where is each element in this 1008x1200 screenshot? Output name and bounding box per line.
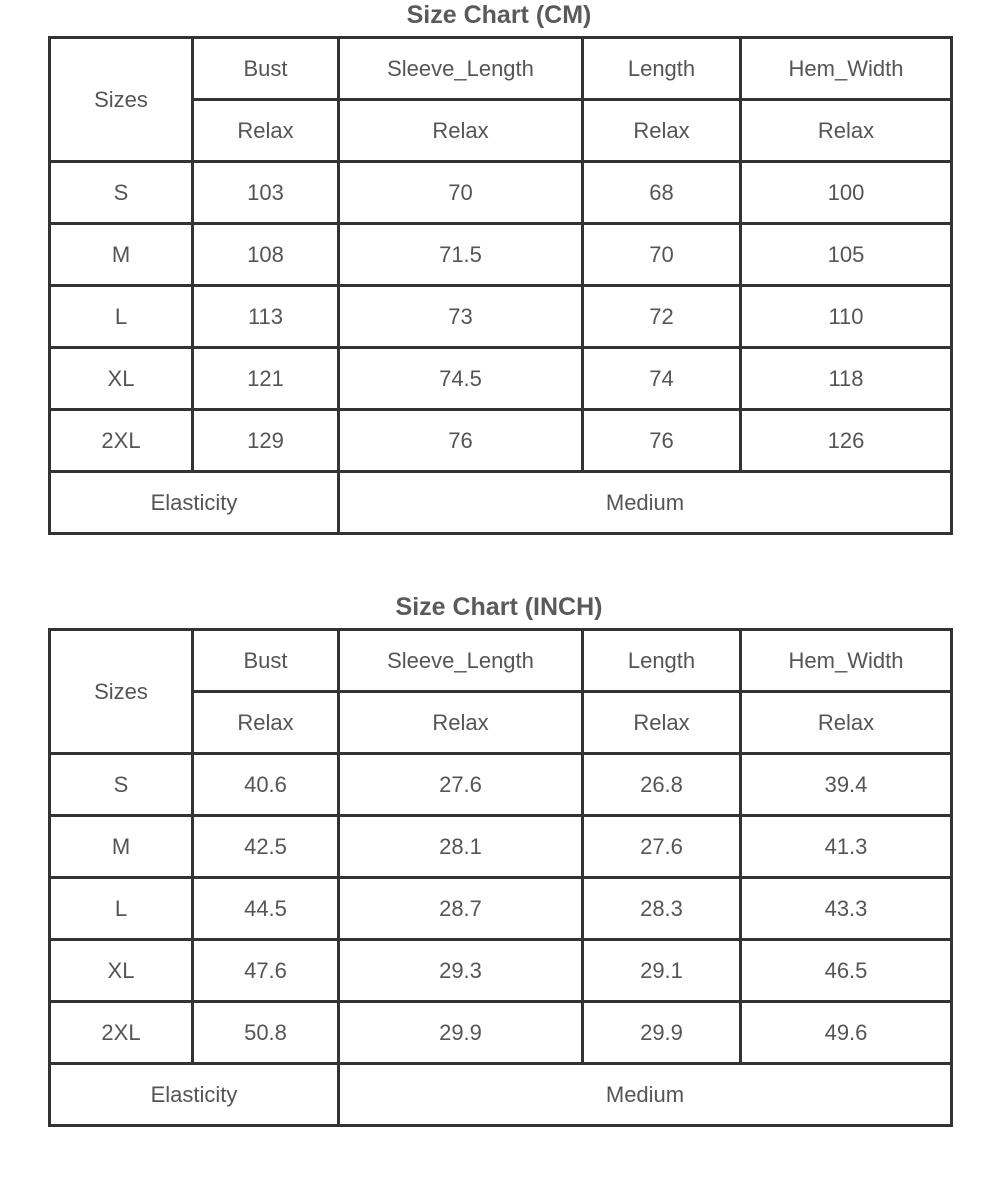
size-cell: L — [50, 286, 193, 348]
elasticity-value: Medium — [339, 1064, 952, 1126]
value-cell: 110 — [741, 286, 952, 348]
size-cell: XL — [50, 940, 193, 1002]
elasticity-value: Medium — [339, 472, 952, 534]
table-row — [50, 162, 952, 224]
subheader-cell: Relax — [339, 100, 583, 162]
column-header-sleeve-length: Sleeve_Length — [339, 38, 583, 100]
value-cell: 126 — [741, 410, 952, 472]
size-chart-inch — [48, 592, 950, 1127]
size-cell: XL — [50, 348, 193, 410]
elasticity-row — [50, 472, 952, 534]
size-table — [48, 36, 953, 535]
value-cell: 40.6 — [193, 754, 339, 816]
subheader-cell: Relax — [339, 692, 583, 754]
value-cell: 105 — [741, 224, 952, 286]
size-chart-cm — [48, 0, 950, 535]
value-cell: 28.3 — [583, 878, 741, 940]
subheader-cell: Relax — [741, 100, 952, 162]
size-cell: 2XL — [50, 1002, 193, 1064]
table-row — [50, 348, 952, 410]
subheader-cell: Relax — [741, 692, 952, 754]
column-header-sleeve-length: Sleeve_Length — [339, 630, 583, 692]
column-header-hem-width: Hem_Width — [741, 630, 952, 692]
value-cell: 39.4 — [741, 754, 952, 816]
elasticity-label: Elasticity — [50, 472, 339, 534]
size-cell: M — [50, 816, 193, 878]
table-row — [50, 816, 952, 878]
subheader-cell: Relax — [583, 692, 741, 754]
value-cell: 71.5 — [339, 224, 583, 286]
subheader-cell: Relax — [583, 100, 741, 162]
column-header-bust: Bust — [193, 38, 339, 100]
value-cell: 46.5 — [741, 940, 952, 1002]
table-row — [50, 410, 952, 472]
value-cell: 43.3 — [741, 878, 952, 940]
value-cell: 29.1 — [583, 940, 741, 1002]
value-cell: 73 — [339, 286, 583, 348]
value-cell: 49.6 — [741, 1002, 952, 1064]
header-row — [50, 630, 952, 692]
value-cell: 70 — [339, 162, 583, 224]
sizes-header: Sizes — [50, 630, 193, 754]
chart-title: Size Chart (CM) — [406, 1, 592, 29]
value-cell: 26.8 — [583, 754, 741, 816]
value-cell: 76 — [339, 410, 583, 472]
value-cell: 27.6 — [339, 754, 583, 816]
value-cell: 108 — [193, 224, 339, 286]
value-cell: 72 — [583, 286, 741, 348]
value-cell: 118 — [741, 348, 952, 410]
value-cell: 113 — [193, 286, 339, 348]
subheader-cell: Relax — [193, 100, 339, 162]
value-cell: 44.5 — [193, 878, 339, 940]
size-cell: S — [50, 162, 193, 224]
table-row — [50, 1002, 952, 1064]
column-header-bust: Bust — [193, 630, 339, 692]
table-row — [50, 224, 952, 286]
value-cell: 42.5 — [193, 816, 339, 878]
value-cell: 27.6 — [583, 816, 741, 878]
value-cell: 41.3 — [741, 816, 952, 878]
size-cell: 2XL — [50, 410, 193, 472]
value-cell: 50.8 — [193, 1002, 339, 1064]
value-cell: 100 — [741, 162, 952, 224]
value-cell: 121 — [193, 348, 339, 410]
value-cell: 103 — [193, 162, 339, 224]
value-cell: 129 — [193, 410, 339, 472]
value-cell: 29.9 — [583, 1002, 741, 1064]
value-cell: 68 — [583, 162, 741, 224]
value-cell: 29.3 — [339, 940, 583, 1002]
value-cell: 28.7 — [339, 878, 583, 940]
size-cell: M — [50, 224, 193, 286]
size-table — [48, 628, 953, 1127]
value-cell: 74.5 — [339, 348, 583, 410]
value-cell: 70 — [583, 224, 741, 286]
value-cell: 74 — [583, 348, 741, 410]
chart-title: Size Chart (INCH) — [395, 593, 603, 621]
elasticity-row — [50, 1064, 952, 1126]
subheader-cell: Relax — [193, 692, 339, 754]
header-row — [50, 38, 952, 100]
table-row — [50, 940, 952, 1002]
table-row — [50, 754, 952, 816]
value-cell: 29.9 — [339, 1002, 583, 1064]
table-row — [50, 286, 952, 348]
size-cell: S — [50, 754, 193, 816]
column-header-length: Length — [583, 630, 741, 692]
elasticity-label: Elasticity — [50, 1064, 339, 1126]
column-header-hem-width: Hem_Width — [741, 38, 952, 100]
value-cell: 47.6 — [193, 940, 339, 1002]
size-cell: L — [50, 878, 193, 940]
value-cell: 76 — [583, 410, 741, 472]
sizes-header: Sizes — [50, 38, 193, 162]
value-cell: 28.1 — [339, 816, 583, 878]
table-row — [50, 878, 952, 940]
column-header-length: Length — [583, 38, 741, 100]
